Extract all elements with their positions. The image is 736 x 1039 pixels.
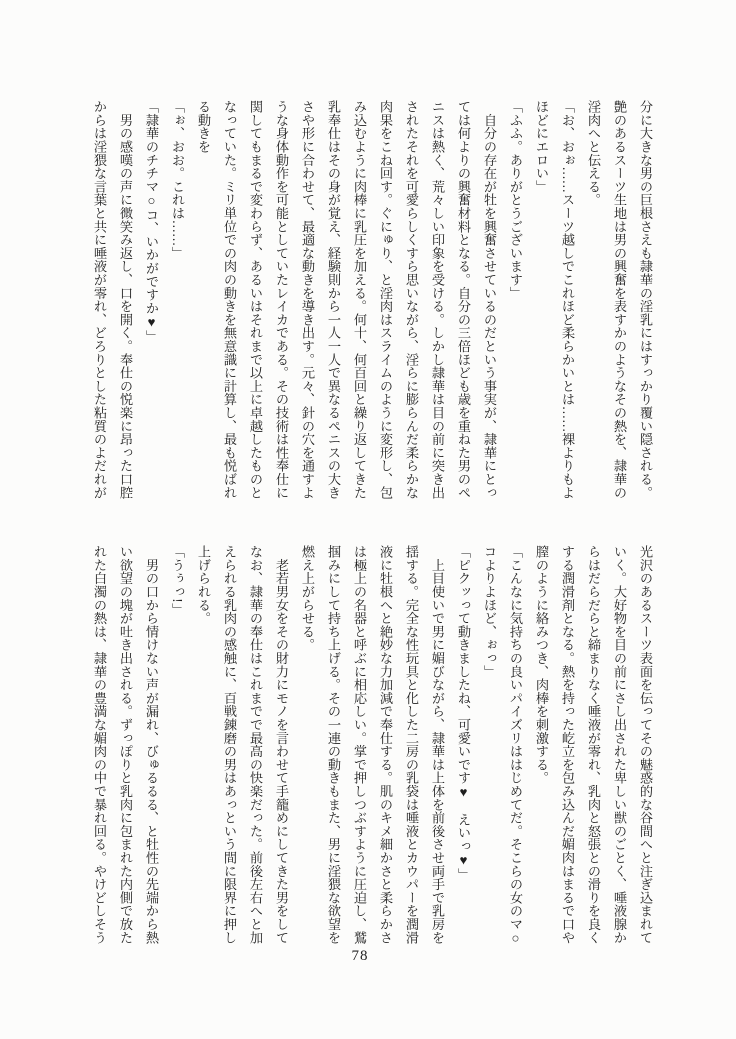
text-line: 液に牡根へと絶妙な力加減で奉仕する。肌のキメ細かさと柔らかさ — [378, 545, 393, 944]
text-line: 男の口から情けない声が漏れ、びゅるるる、と牡性の先端から熱 — [144, 545, 159, 944]
text-line: なっていた。ミリ単位での肉の動きを無意識に計算し、最も悦ばれ — [222, 100, 237, 499]
text-line: からは淫猥な言葉と共に唾液が零れ、どろりとした粘質のよだれが — [92, 100, 107, 499]
text-line: 「うぅっ!」 — [170, 545, 185, 616]
text-line: い欲望の塊が吐き出される。ずっぽりと乳肉に包まれた内側で放た — [118, 545, 133, 944]
text-line: 膣のように絡みつき、肉棒を刺激する。 — [534, 545, 549, 785]
text-line: れた白濁の熱は、隷華の豊満な媚肉の中で暴れ回る。やけどしそう — [92, 545, 107, 944]
text-line: 「隷華のチチマ○コ、いかがですか♥」 — [144, 100, 159, 343]
text-line: コよりよほど、ぉっ」 — [482, 545, 497, 678]
text-line: 「お、おぉ……スーツ越しでこれほど柔らかいとは……裸よりもよ — [560, 100, 575, 499]
text-line: 光沢のあるスーツ表面を伝ってその魅惑的な谷間へと注ぎ込まれて — [638, 545, 653, 944]
text-line: えられる乳肉の感触に、百戦錬磨の男はあっという間に限界に押し — [222, 545, 237, 944]
text-block-bottom — [86, 545, 658, 946]
text-line: うな身体動作を可能としていたレイカである。その技術は性奉仕に — [274, 100, 289, 499]
page-number: 78 — [351, 948, 369, 964]
text-line: 男の感嘆の声に微笑み返し、口を開く。奉仕の悦楽に昂った口腔 — [118, 100, 133, 499]
text-line: 上目使いで男に媚びながら、隷華は上体を前後させ両手で乳房を — [430, 545, 445, 944]
text-line: ほどにエロい」 — [534, 100, 549, 194]
text-line: さや形に合わせて、最適な動きを導き出す。元々、針の穴を通すよ — [300, 100, 315, 499]
text-line: 老若男女をその財力にモノを言わせて手籠めにしてきた男をして — [274, 545, 289, 944]
text-line: る動きを — [196, 100, 211, 154]
text-block-top — [86, 100, 658, 498]
text-line: らはだらだらと締まりなく唾液が零れ、乳肉と怒張との滑りを良く — [586, 545, 601, 944]
text-line: なお、隷華の奉仕はこれまでで最高の快楽だった。前後左右へと加 — [248, 545, 263, 944]
text-line: 肉果をこね回す。ぐにゅり、と淫肉はスライムのように変形し、包 — [378, 100, 393, 499]
text-line: ニスは熱く、荒々しい印象を受ける。しかし隷華は目の前に突き出 — [430, 100, 445, 499]
text-line: 分に大きな男の巨根さえも隷華の淫乳にはすっかり覆い隠される。 — [638, 100, 653, 499]
text-line: み込むように肉棒に乳圧を加える。何十、何百回と繰り返してきた — [352, 100, 367, 499]
text-line: 「ぉ、おお。これは……」 — [170, 100, 185, 260]
text-line: 乳奉仕はその身が覚え、経験則から一人一人で異なるペニスの大き — [326, 100, 341, 499]
text-line: 「こんなに気持ちの良いパイズリははじめてだ。そこらの女のマ○ — [508, 545, 523, 946]
text-line: する潤滑剤となる。熱を持った屹立を包み込んだ媚肉はまるで口や — [560, 545, 575, 944]
text-line: 掴みにして持ち上げる。その一連の動きもまた、男に淫猥な欲望を — [326, 545, 341, 944]
text-line: 燃え上がらせる。 — [300, 545, 315, 652]
text-line: 揺する。完全な性玩具と化した二房の乳袋は唾液とカウパーを潤滑 — [404, 545, 419, 944]
text-line: 「ピクッって動きましたね、可愛いです♥ えいっ♥」 — [456, 545, 471, 882]
text-line: 関してもまるで変わらず、あるいはそれまで以上に卓越したものと — [248, 100, 263, 499]
text-line: 艶のあるスーツ生地は男の興奮を表すかのようなその熱を、隷華の — [612, 100, 627, 499]
text-line: いく。大好物を目の前にさし出された卑しい獣のごとく、唾液腺か — [612, 545, 627, 944]
text-line: されたそれを可愛らしくすら思いながら、淫らに膨らんだ柔らかな — [404, 100, 419, 499]
text-line: 淫肉へと伝える。 — [586, 100, 601, 207]
text-line: ては何よりの興奮材料となる。自分の三倍ほども歳を重ねた男のペ — [456, 100, 471, 499]
text-line: 「ふふ。ありがとうございます」 — [508, 100, 523, 300]
text-line: は極上の名器と呼ぶに相応しい。掌で押しつぶすように圧迫し、鷲 — [352, 545, 367, 944]
text-line: 自分の存在が牡を興奮させているのだという事実が、隷華にとっ — [482, 100, 497, 499]
text-line: 上げられる。 — [196, 545, 211, 625]
